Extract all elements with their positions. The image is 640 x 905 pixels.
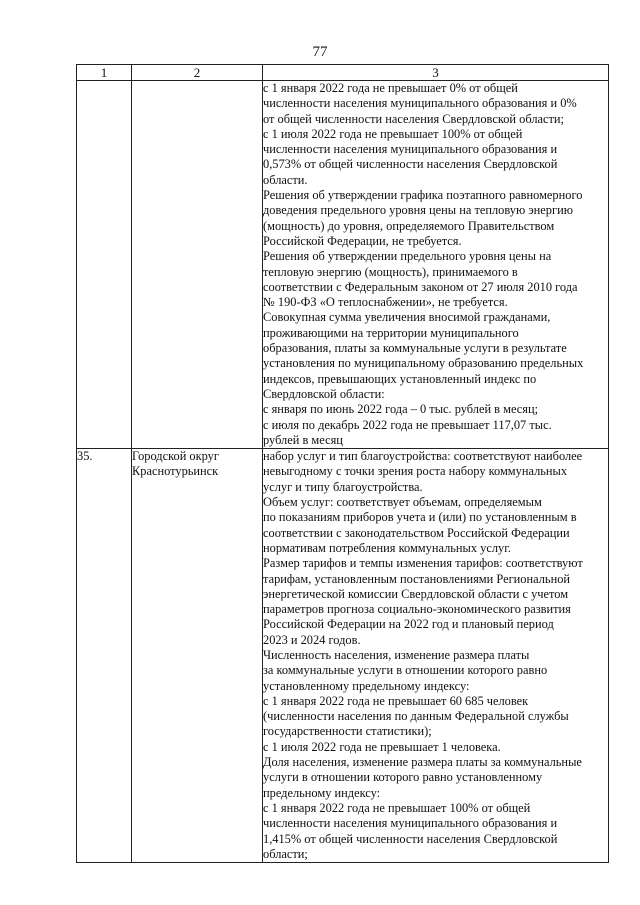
row-content: [263, 449, 609, 863]
text-line: установленному предельному индексу:: [263, 678, 470, 693]
text-line: установления по муниципальному образованию предельных: [263, 356, 584, 371]
municipality-name: [132, 449, 263, 863]
text-line: численности населения муниципального образования и: [263, 816, 558, 831]
text-line: с января по июнь 2022 года – 0 тыс. рублей в месяц;: [263, 402, 539, 417]
text-line: индексов, превышающих установленный индекс по: [263, 371, 537, 386]
text-line: с июля по декабрь 2022 года не превышает 117,07 тыс.: [263, 417, 552, 432]
text-line: рублей в месяц: [263, 432, 343, 447]
table-row: [77, 449, 609, 863]
text-line: Доля населения, изменение размера платы за коммунальные: [263, 755, 582, 770]
table-header-row: [77, 65, 609, 81]
table-row: [77, 81, 609, 449]
text-line: предельному индексу:: [263, 785, 381, 800]
text-line: области;: [263, 846, 308, 861]
text-line: (мощность) до уровня, определяемого Правительством: [263, 218, 555, 233]
text-line: Свердловской области:: [263, 386, 385, 401]
text-line: Совокупная сумма увеличения вносимой гражданами,: [263, 310, 551, 325]
text-line: соответствии с законодательством Российской Федерации: [263, 525, 570, 540]
text-line: области.: [263, 172, 308, 187]
text-line: с 1 января 2022 года не превышает 0% от общей: [263, 81, 518, 95]
text-line: Решения об утверждении графика поэтапного равномерного: [263, 188, 583, 203]
text-line: за коммунальные услуги в отношении которого равно: [263, 663, 548, 678]
text-line: Российской Федерации, не требуется.: [263, 233, 462, 248]
row-content: [263, 81, 609, 449]
document-table: [76, 64, 609, 863]
text-line: с 1 июля 2022 года не превышает 1 человека.: [263, 739, 501, 754]
header-col-2: 2: [132, 65, 263, 81]
text-line: с 1 января 2022 года не превышает 100% от общей: [263, 800, 531, 815]
header-col-1: 1: [77, 65, 132, 81]
text-line: численности населения муниципального образования и 0%: [263, 96, 577, 111]
text-line: от общей численности населения Свердловской области;: [263, 111, 564, 126]
text-line: с 1 января 2022 года не превышает 60 685 человек: [263, 693, 529, 708]
text-line: Российской Федерации на 2022 год и плановый период: [263, 617, 554, 632]
text-line: невыгодному с точки зрения роста набору коммунальных: [263, 464, 568, 479]
text-line: доведения предельного уровня цены на тепловую энергию: [263, 203, 573, 218]
text-line: № 190-ФЗ «О теплоснабжении», не требуется.: [263, 295, 508, 310]
row-number: [77, 81, 132, 449]
text-line: с 1 июля 2022 года не превышает 100% от общей: [263, 126, 523, 141]
text-line: набор услуг и тип благоустройства: соответствуют наиболее: [263, 449, 583, 464]
text-line: услуги в отношении которого равно установленному: [263, 770, 543, 785]
text-line: Численность населения, изменение размера платы: [263, 647, 530, 662]
text-line: тарифам, установленным постановлениями Региональной: [263, 571, 571, 586]
text-line: Решения об утверждении предельного уровня цены на: [263, 249, 552, 264]
text-line: Объем услуг: соответствует объемам, определяемым: [263, 495, 542, 510]
name-line: Городской округ: [132, 449, 219, 464]
text-line: по показаниям приборов учета и (или) по установленным в: [263, 510, 577, 525]
text-line: услуг и типу благоустройства.: [263, 479, 423, 494]
text-line: энергетической комиссии Свердловской области с учетом: [263, 586, 569, 601]
text-line: государственности статистики);: [263, 724, 432, 739]
page-number: 77: [312, 44, 328, 60]
text-line: нормативам потребления коммунальных услуг.: [263, 540, 512, 555]
text-line: образования, платы за коммунальные услуги в результате: [263, 341, 567, 356]
text-line: 0,573% от общей численности населения Свердловской: [263, 157, 558, 172]
text-line: соответствии с Федеральным законом от 27 июля 2010 года: [263, 279, 578, 294]
header-col-3: 3: [263, 65, 609, 81]
text-line: 1,415% от общей численности населения Свердловской: [263, 831, 558, 846]
text-line: параметров прогноза социально-экономического развития: [263, 602, 571, 617]
row-number: 35.: [77, 449, 132, 863]
text-line: проживающими на территории муниципального: [263, 325, 519, 340]
name-line: Краснотурьинск: [132, 464, 219, 479]
text-line: 2023 и 2024 годов.: [263, 632, 361, 647]
text-line: тепловую энергию (мощность), принимаемого в: [263, 264, 518, 279]
text-line: численности населения муниципального образования и: [263, 142, 558, 157]
text-line: Размер тарифов и темпы изменения тарифов: соответствуют: [263, 556, 583, 571]
municipality-name: [132, 81, 263, 449]
text-line: (численности населения по данным Федеральной службы: [263, 709, 569, 724]
